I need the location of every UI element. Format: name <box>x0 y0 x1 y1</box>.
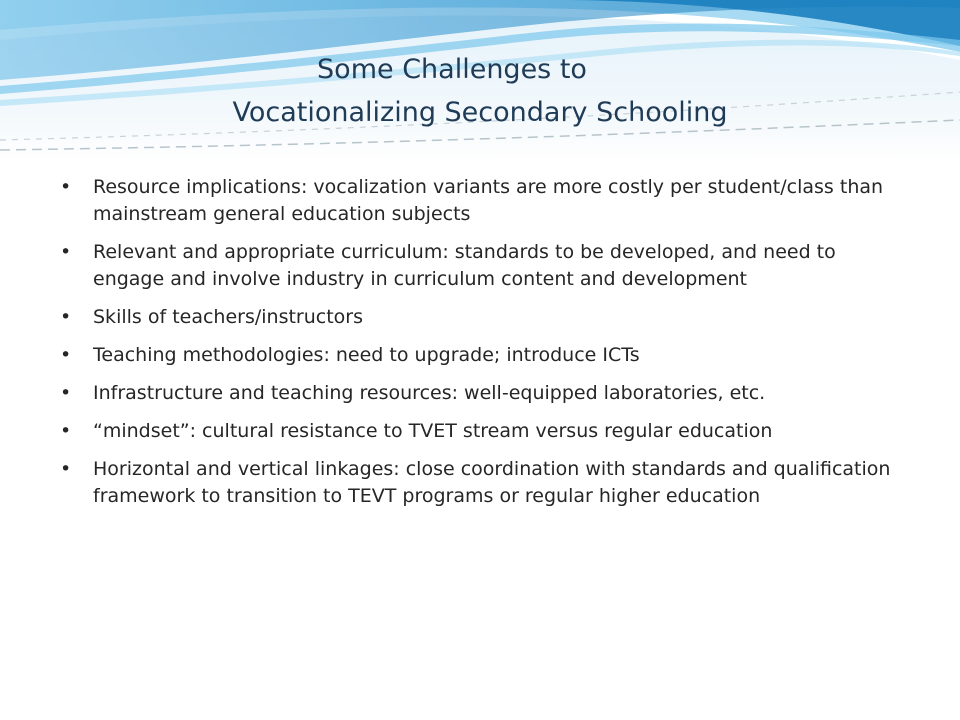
list-item-text: Relevant and appropriate curriculum: standards to be developed, and need to engage and involve industry in curriculum content and development <box>93 241 836 290</box>
list-item-text: Resource implications: vocalization variants are more costly per student/class than mainstream general education subjects <box>93 176 884 225</box>
page-title <box>0 48 960 134</box>
bullet-list <box>60 174 900 521</box>
bullet-icon: • <box>60 241 72 263</box>
list-item-text: “mindset”: cultural resistance to TVET stream versus regular education <box>93 420 773 442</box>
bullet-icon: • <box>60 344 72 366</box>
list-item <box>60 456 900 510</box>
bullet-icon: • <box>60 458 72 480</box>
list-item-text: Skills of teachers/instructors <box>93 306 364 328</box>
title-line-2: Vocationalizing Secondary Schooling <box>232 97 728 128</box>
list-item <box>60 342 900 369</box>
list-item <box>60 174 900 228</box>
title-line-1: Some Challenges to <box>317 54 587 85</box>
list-item <box>60 380 900 407</box>
bullet-icon: • <box>60 420 72 442</box>
bullet-icon: • <box>60 176 72 198</box>
list-item <box>60 239 900 293</box>
list-item <box>60 304 900 331</box>
list-item-text: Infrastructure and teaching resources: well-equipped laboratories, etc. <box>93 382 766 404</box>
bullet-icon: • <box>60 382 72 404</box>
list-item-text: Teaching methodologies: need to upgrade; introduce ICTs <box>93 344 640 366</box>
list-item-text: Horizontal and vertical linkages: close coordination with standards and qualification framework to transition to TEVT programs or regular higher education <box>93 458 891 507</box>
list-item <box>60 418 900 445</box>
bullet-icon: • <box>60 306 72 328</box>
